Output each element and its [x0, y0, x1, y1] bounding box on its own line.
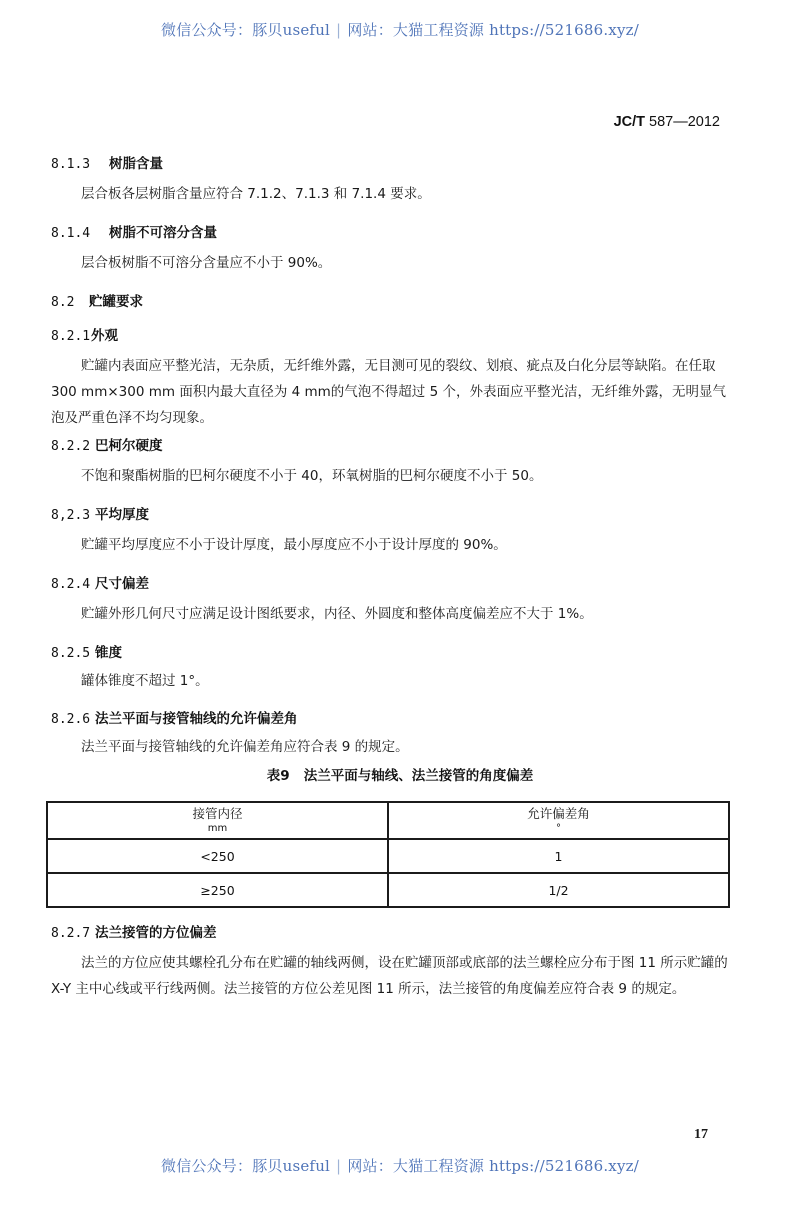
watermark-separator: | — [336, 21, 342, 39]
section-title: 法兰接管的方位偏差 — [95, 925, 217, 941]
section-title: 锥度 — [95, 645, 122, 661]
table-cell: ≥250 — [47, 873, 388, 907]
section-title: 外观 — [91, 328, 118, 344]
section-title: 树脂不可溶分含量 — [109, 225, 217, 241]
section-heading-8-1-4 — [51, 221, 217, 241]
column-header-inner-diameter — [47, 802, 388, 839]
section-text-8-2-5: 罐体锥度不超过 1°。 — [81, 673, 209, 689]
section-title: 贮罐要求 — [89, 294, 143, 310]
section-text-8-2-3: 贮罐平均厚度应不小于设计厚度，最小厚度应不小于设计厚度的 90%。 — [81, 537, 507, 553]
standard-code: 587—2012 — [649, 114, 720, 130]
table-cell: <250 — [47, 839, 388, 873]
section-number: 8.2.5 — [51, 646, 91, 661]
section-title: 巴柯尔硬度 — [95, 438, 163, 454]
section-title: 法兰平面与接管轴线的允许偏差角 — [95, 711, 298, 727]
section-heading-8-1-3 — [51, 152, 163, 172]
section-number: 8.2.7 — [51, 926, 91, 941]
section-title: 平均厚度 — [95, 507, 149, 523]
section-heading-8-2-7 — [51, 921, 217, 941]
watermark-wechat: 微信公众号：豚贝useful — [161, 1157, 331, 1175]
table-caption — [0, 764, 800, 784]
section-number: 8.1.4 — [51, 226, 91, 241]
watermark-site: 网站：大猫工程资源 https://521686.xyz/ — [347, 21, 639, 39]
section-heading-8-2-6 — [51, 707, 298, 727]
section-heading-8-2-3 — [51, 503, 149, 523]
standard-number — [614, 114, 720, 130]
watermark-bottom — [0, 1155, 800, 1176]
section-heading-8-2-1 — [51, 324, 118, 344]
section-heading-8-2-5 — [51, 641, 122, 661]
section-number: 8.2.6 — [51, 712, 91, 727]
column-name: 接管内径 — [192, 805, 243, 821]
column-unit: mm — [207, 822, 228, 834]
table-cell: 1/2 — [388, 873, 729, 907]
section-text-8-2-2: 不饱和聚酯树脂的巴柯尔硬度不小于 40，环氧树脂的巴柯尔硬度不小于 50。 — [81, 468, 543, 484]
table-row — [47, 839, 729, 873]
section-number: 8.2.1 — [51, 329, 91, 344]
section-text-8-2-4: 贮罐外形几何尺寸应满足设计图纸要求，内径、外圆度和整体高度偏差应不大于 1%。 — [81, 606, 593, 622]
section-text-8-1-3: 层合板各层树脂含量应符合 7.1.2、7.1.3 和 7.1.4 要求。 — [81, 186, 431, 202]
page-number: 17 — [694, 1127, 708, 1142]
table-9 — [46, 801, 730, 908]
section-number: 8.2.2 — [51, 439, 91, 454]
section-text-8-1-4: 层合板树脂不可溶分含量应不小于 90%。 — [81, 255, 332, 271]
section-title: 树脂含量 — [109, 156, 163, 172]
section-heading-8-2-2 — [51, 434, 163, 454]
table-header-row — [47, 802, 729, 839]
watermark-site: 网站：大猫工程资源 https://521686.xyz/ — [347, 1157, 639, 1175]
column-header-allowable-angle — [388, 802, 729, 839]
section-text-8-2-7: 法兰的方位应使其螺栓孔分布在贮罐的轴线两侧，设在贮罐顶部或底部的法兰螺栓应分布于图 11 所示贮罐的 X-Y 主中心线或平行线两侧。法兰接管的方位公差见图 11 所示，法兰接管的角度偏差应符合表 9 的规定。 — [51, 955, 728, 997]
watermark-top — [0, 19, 800, 40]
watermark-wechat: 微信公众号：豚贝useful — [161, 21, 331, 39]
section-number: 8.2 — [51, 295, 75, 310]
section-text-8-2-6: 法兰平面与接管轴线的允许偏差角应符合表 9 的规定。 — [81, 739, 409, 755]
section-heading-8-2 — [51, 290, 143, 310]
section-number: 8.1.3 — [51, 157, 91, 172]
table-cell: 1 — [388, 839, 729, 873]
section-title: 尺寸偏差 — [95, 576, 149, 592]
section-text-8-2-1: 贮罐内表面应平整光洁，无杂质，无纤维外露，无目测可见的裂纹、划痕、疵点及白化分层等缺陷。在任取 300 mm×300 mm 面积内最大直径为 4 mm的气泡不得超过 5 个，外表面应平整光洁，无纤维外露，无明显气泡及严重色泽不均匀现象。 — [51, 358, 726, 426]
column-name: 允许偏差角 — [527, 805, 590, 821]
watermark-separator: | — [336, 1157, 342, 1175]
column-unit: ° — [556, 822, 561, 834]
table-title: 法兰平面与轴线、法兰接管的角度偏差 — [303, 768, 534, 784]
section-number: 8,2.3 — [51, 508, 91, 523]
table-row — [47, 873, 729, 907]
section-number: 8.2.4 — [51, 577, 91, 592]
section-heading-8-2-4 — [51, 572, 149, 592]
table-label: 表9 — [266, 768, 290, 784]
standard-prefix: JC/T — [613, 114, 646, 130]
